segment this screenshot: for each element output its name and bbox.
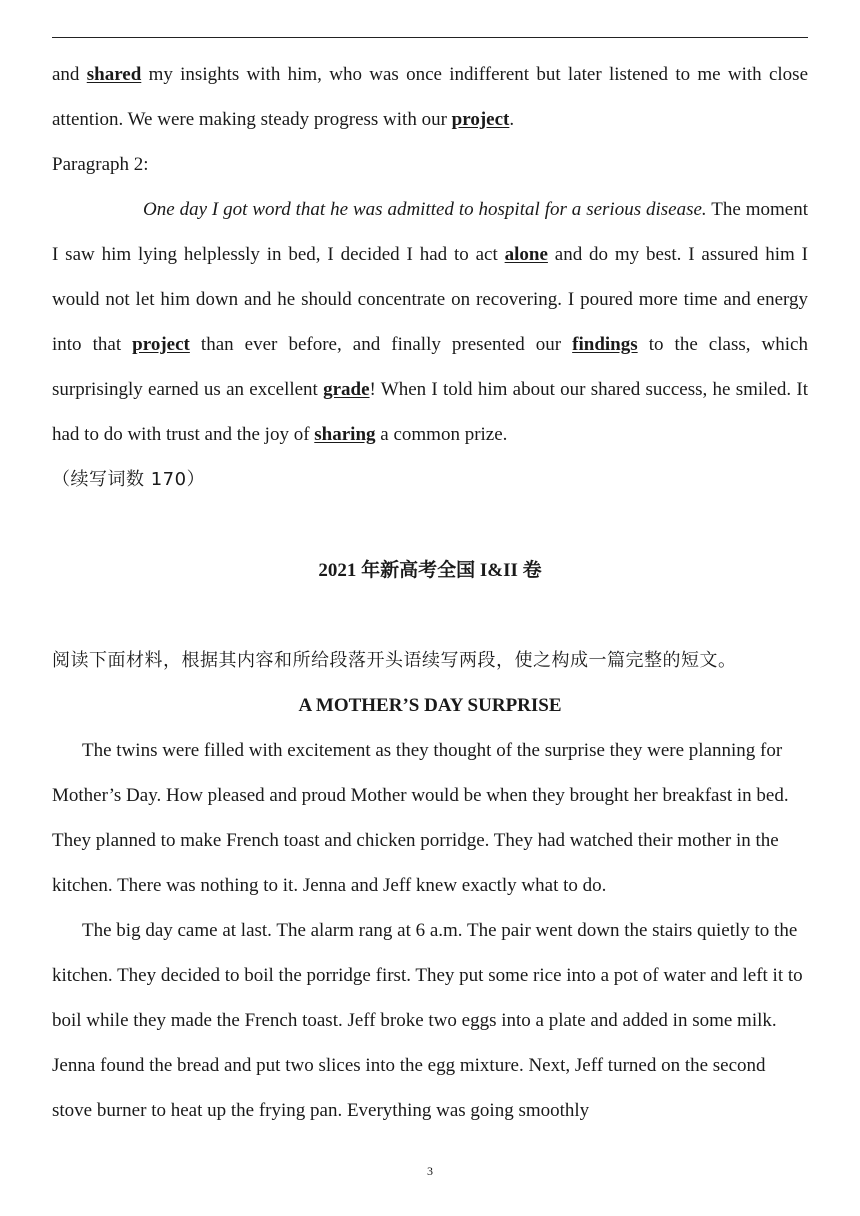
text-run: a common prize. xyxy=(375,424,508,445)
text-run: my insights with him, who was once indifferent but later listened to me with close attention. We were making steady progress with our xyxy=(52,64,809,130)
story-paragraph-1: The twins were filled with excitement as they thought of the surprise they were planning for Mother’s Day. How pleased and proud Mother would be when they brought her breakfast in bed. They planned to make French toast and chicken porridge. They had watched their mother in the kitchen. There was nothing to it. Jenna and Jeff knew exactly what to do. xyxy=(52,740,789,896)
page-number: 3 xyxy=(427,1164,433,1178)
paragraph-1-continuation xyxy=(52,52,808,142)
keyword: grade xyxy=(323,379,370,400)
keyword: project xyxy=(132,334,190,355)
text-run: to the class, which surprisingly earned us an excellent xyxy=(52,334,808,400)
text-run: than ever before, and finally presented our xyxy=(189,334,573,355)
header-rule xyxy=(52,37,808,38)
word-count-note: （续写词数 170） xyxy=(52,469,206,490)
text-run: ! When I told him about our shared success, he smiled. It had to do with trust and the joy of xyxy=(52,379,808,445)
text-run: and do my best. I assured him I would not let him down and he should concentrate on recovering. I poured more time and energy into that xyxy=(52,244,808,355)
keyword: alone xyxy=(504,244,548,265)
instruction-text: 阅读下面材料，根据其内容和所给段落开头语续写两段，使之构成一篇完整的短文。 xyxy=(52,650,737,671)
keyword: findings xyxy=(572,334,638,355)
story-title: A MOTHER’S DAY SURPRISE xyxy=(298,695,562,716)
paragraph-2-label: Paragraph 2: xyxy=(52,154,149,175)
text-run: . xyxy=(509,109,515,130)
text-run: and xyxy=(52,64,87,85)
text-run: The moment I saw him lying helplessly in bed, I decided I had to act xyxy=(52,199,808,265)
keyword: sharing xyxy=(314,424,376,445)
paragraph-2-body xyxy=(52,187,808,457)
story-paragraph-2: The big day came at last. The alarm rang at 6 a.m. The pair went down the stairs quietly to the kitchen. They decided to boil the porridge first. They put some rice into a pot of water and left it to boil while they made the French toast. Jeff broke two eggs into a plate and added in some milk. Jenna found the bread and put two slices into the egg mixture. Next, Jeff turned on the second stove burner to heat up the frying pan. Everything was going smoothly xyxy=(52,920,803,1121)
section-heading: 2021 年新高考全国 I&II 卷 xyxy=(318,560,542,581)
italic-opening-line: One day I got word that he was admitted to hospital for a serious disease. xyxy=(143,199,707,220)
keyword: project xyxy=(451,109,510,130)
keyword: shared xyxy=(86,64,142,85)
